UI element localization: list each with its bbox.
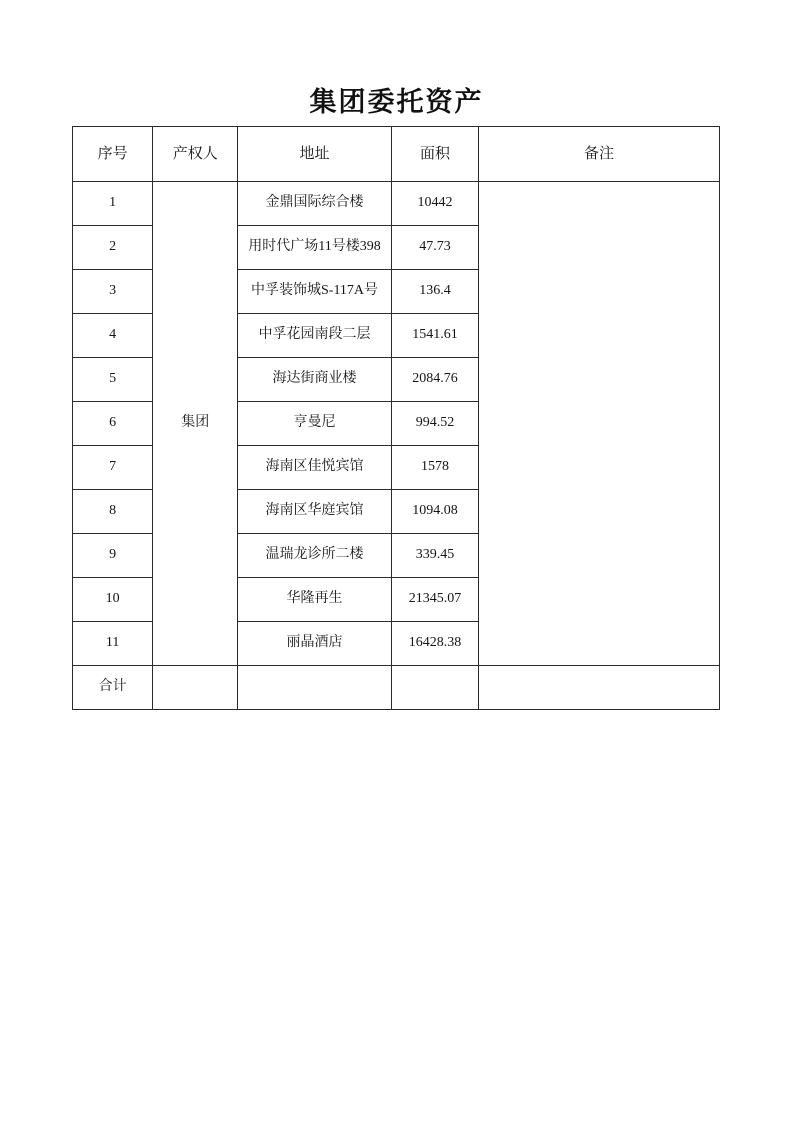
cell-index: 1: [73, 182, 153, 226]
cell-address: 金鼎国际综合楼: [238, 182, 391, 226]
cell-index: 11: [73, 622, 153, 666]
cell-address: 亨曼尼: [238, 402, 391, 446]
cell-index: 3: [73, 270, 153, 314]
cell-index: 7: [73, 446, 153, 490]
cell-owner-merged: 集团: [153, 182, 238, 666]
cell-area: 16428.38: [391, 622, 478, 666]
cell-area: 1094.08: [391, 490, 478, 534]
column-header-index: 序号: [73, 127, 153, 182]
cell-total-owner: [153, 666, 238, 710]
cell-address: 用时代广场11号楼398: [238, 226, 391, 270]
cell-area: 994.52: [391, 402, 478, 446]
asset-table: [72, 126, 720, 710]
cell-index: 5: [73, 358, 153, 402]
cell-total-area: [391, 666, 478, 710]
table-header-row: [73, 127, 720, 182]
cell-index: 9: [73, 534, 153, 578]
cell-address: 海南区佳悦宾馆: [238, 446, 391, 490]
column-header-owner: 产权人: [153, 127, 238, 182]
cell-index: 4: [73, 314, 153, 358]
cell-address: 华隆再生: [238, 578, 391, 622]
cell-area: 47.73: [391, 226, 478, 270]
cell-address: 中孚花园南段二层: [238, 314, 391, 358]
cell-area: 2084.76: [391, 358, 478, 402]
cell-area: 1541.61: [391, 314, 478, 358]
asset-table-container: [72, 126, 720, 710]
cell-address: 中孚装饰城S-117A号: [238, 270, 391, 314]
column-header-note: 备注: [479, 127, 720, 182]
table-row: [73, 182, 720, 226]
cell-address: 海南区华庭宾馆: [238, 490, 391, 534]
column-header-address: 地址: [238, 127, 391, 182]
cell-area: 21345.07: [391, 578, 478, 622]
cell-total-address: [238, 666, 391, 710]
table-total-row: [73, 666, 720, 710]
cell-area: 10442: [391, 182, 478, 226]
cell-index: 6: [73, 402, 153, 446]
page-title: 集团委托资产: [309, 87, 484, 118]
cell-index: 2: [73, 226, 153, 270]
cell-address: 丽晶酒店: [238, 622, 391, 666]
table-header: [73, 127, 720, 182]
column-header-area: 面积: [391, 127, 478, 182]
cell-total-label: 合计: [73, 666, 153, 710]
cell-area: 1578: [391, 446, 478, 490]
cell-total-note: [479, 666, 720, 710]
cell-address: 温瑞龙诊所二楼: [238, 534, 391, 578]
cell-area: 136.4: [391, 270, 478, 314]
cell-index: 8: [73, 490, 153, 534]
table-body: [73, 182, 720, 710]
cell-address: 海达街商业楼: [238, 358, 391, 402]
cell-index: 10: [73, 578, 153, 622]
cell-note-merged: [479, 182, 720, 666]
cell-area: 339.45: [391, 534, 478, 578]
